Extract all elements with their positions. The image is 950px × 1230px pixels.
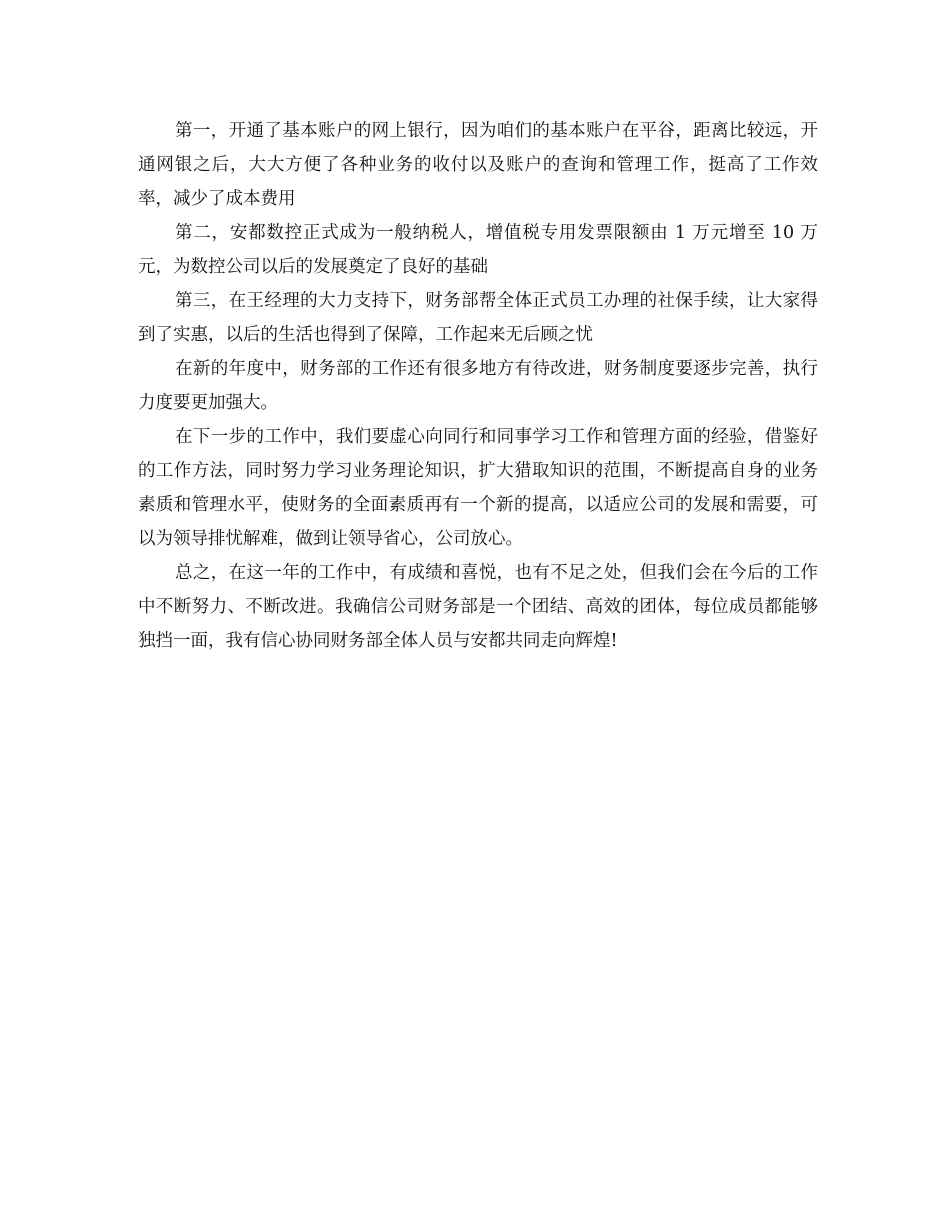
paragraph-1: 第一，开通了基本账户的网上银行，因为咱们的基本账户在平谷，距离比较远，开通网银之后，大大方便了各种业务的收付以及账户的查询和管理工作，挺高了工作效率，减少了成本费用: [138, 121, 818, 209]
paragraph-4: 在新的年度中，财务部的工作还有很多地方有待改进，财务制度要逐步完善，执行力度要更加强大。: [138, 359, 818, 413]
document-body: [138, 114, 818, 658]
paragraph-6: 总之，在这一年的工作中，有成绩和喜悦，也有不足之处，但我们会在今后的工作中不断努力、不断改进。我确信公司财务部是一个团结、高效的团体，每位成员都能够独挡一面，我有信心协同财务部全体人员与安都共同走向辉煌!: [138, 563, 818, 651]
paragraph-5: 在下一步的工作中，我们要虚心向同行和同事学习工作和管理方面的经验，借鉴好的工作方法，同时努力学习业务理论知识，扩大猎取知识的范围，不断提高自身的业务素质和管理水平，使财务的全面素质再有一个新的提高，以适应公司的发展和需要，可以为领导排忧解难，做到让领导省心，公司放心。: [138, 427, 818, 549]
paragraph-3: 第三，在王经理的大力支持下，财务部帮全体正式员工办理的社保手续，让大家得到了实惠，以后的生活也得到了保障，工作起来无后顾之忧: [138, 291, 818, 345]
paragraph-2: 第二，安都数控正式成为一般纳税人，增值税专用发票限额由 1 万元增至 10 万元，为数控公司以后的发展奠定了良好的基础: [138, 223, 818, 277]
